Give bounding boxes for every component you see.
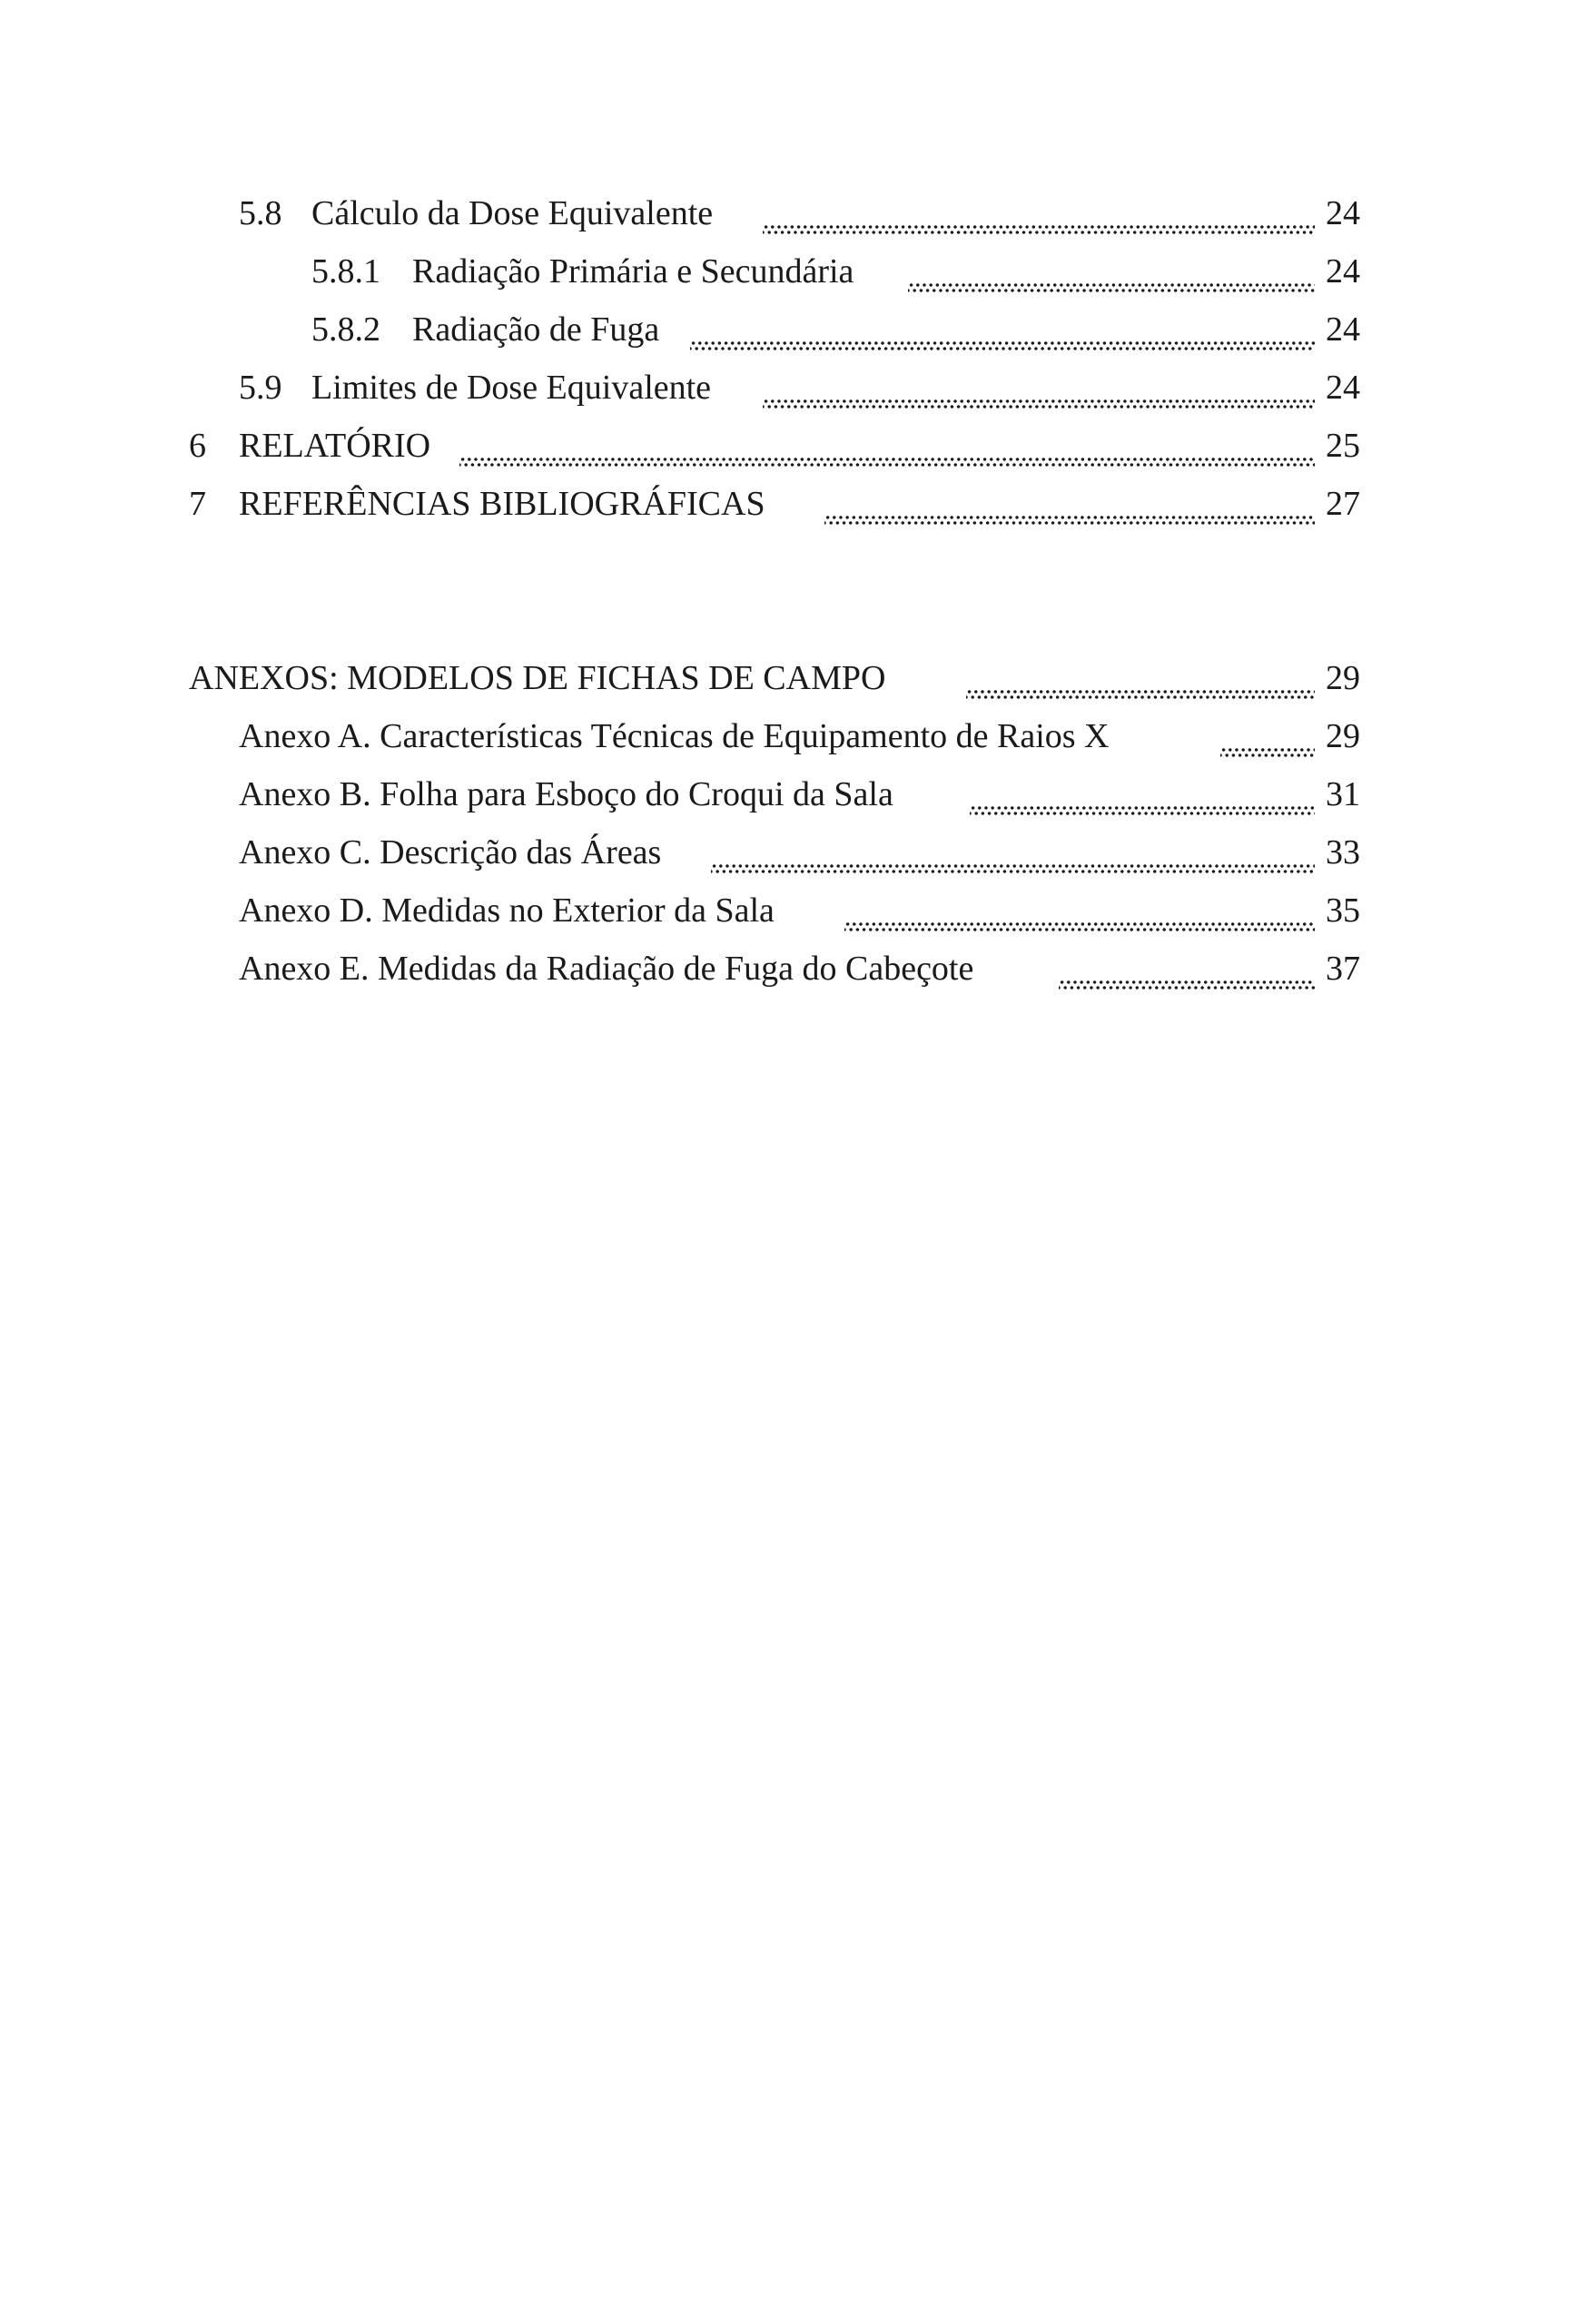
toc-entry-5-8-1 [189,242,1360,300]
toc-entry-title: Limites de Dose Equivalente [311,369,712,407]
annex-heading-page: 29 [1326,659,1360,697]
toc-entry-page: 25 [1326,427,1360,465]
annex-entry-page: 29 [1326,717,1360,755]
dot-leader [824,520,1315,526]
toc-entry-number: 5.8.2 [311,310,380,349]
toc-entry-page: 27 [1326,485,1360,523]
toc-entry-number: 7 [189,485,206,523]
dot-leader [690,346,1315,351]
dot-leader [1220,753,1315,758]
toc-entry-title: Radiação de Fuga [412,310,660,349]
dot-leader [763,404,1315,409]
annex-entry-a [189,707,1360,765]
annex-heading-title: ANEXOS: MODELOS DE FICHAS DE CAMPO [189,659,886,697]
annex-entry-title: Anexo A. Características Técnicas de Equipamento de Raios X [239,717,1110,755]
annex-entry-d [189,881,1360,940]
toc-entry-number: 5.8.1 [311,252,380,290]
toc-entry-title: Cálculo da Dose Equivalente [311,194,714,232]
toc-entry-page: 24 [1326,252,1360,290]
dot-leader [970,811,1315,816]
annex-heading [189,649,1360,707]
toc-entry-number: 5.8 [239,194,282,232]
toc-entry-page: 24 [1326,194,1360,232]
dot-leader [459,462,1315,468]
toc-entry-number: 6 [189,427,206,465]
dot-leader [908,288,1315,293]
toc-entry-page: 24 [1326,310,1360,349]
annex-entry-page: 37 [1326,950,1360,988]
toc-entry-page: 24 [1326,369,1360,407]
toc-entry-5-8-2 [189,300,1360,359]
toc-entry-6 [189,417,1360,475]
toc-entry-7 [189,475,1360,533]
annex-entry-c [189,823,1360,881]
toc-entry-5-8 [189,184,1360,242]
annex-entry-b [189,765,1360,823]
annex-entry-page: 31 [1326,775,1360,813]
annex-entry-page: 33 [1326,833,1360,872]
toc-entry-title: RELATÓRIO [239,427,431,465]
dot-leader [966,694,1315,700]
dot-leader [1059,985,1315,990]
annex-entry-title: Anexo C. Descrição das Áreas [239,833,662,872]
annex-entry-e [189,940,1360,998]
annex-entry-title: Anexo B. Folha para Esboço do Croqui da Sala [239,775,893,813]
toc-entry-title: Radiação Primária e Secundária [412,252,854,290]
annex-entry-page: 35 [1326,891,1360,930]
dot-leader [711,869,1315,874]
dot-leader [844,927,1315,932]
annex-entry-title: Anexo E. Medidas da Radiação de Fuga do Cabeçote [239,950,974,988]
dot-leader [763,230,1315,235]
toc-entry-number: 5.9 [239,369,282,407]
toc-entry-5-9 [189,359,1360,417]
annex-entry-title: Anexo D. Medidas no Exterior da Sala [239,891,775,930]
toc-entry-title: REFERÊNCIAS BIBLIOGRÁFICAS [239,485,765,523]
